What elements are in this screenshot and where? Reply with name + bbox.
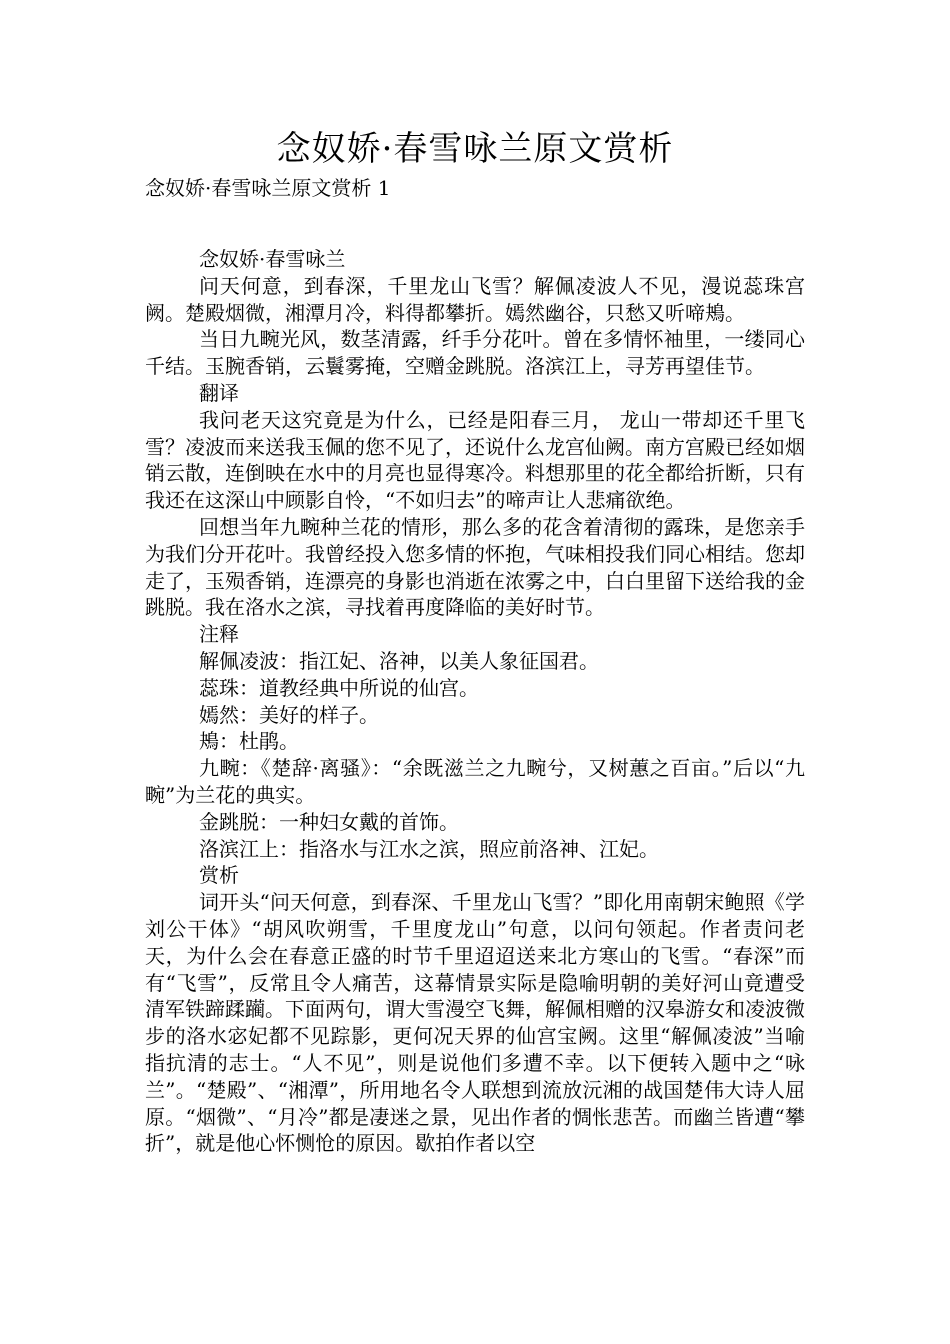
note-item: 九畹：《楚辞·离骚》：“余既滋兰之九畹兮，又树蕙之百亩。”后以“九畹”为兰花的典实。 — [145, 756, 805, 807]
poem-title: 念奴娇·春雪咏兰 — [199, 247, 346, 271]
translation-paragraph-2: 回想当年九畹种兰花的情形，那么多的花含着清彻的露珠，是您亲手为我们分开花叶。我曾经投入您多情的怀抱，气味相投我们同心相结。您却走了，玉殒香销，连漂亮的身影也消逝在浓雾之中，白白里留下送给我的金跳脱。我在洛水之滨，寻找着再度降临的美好时节。 — [145, 514, 805, 620]
translation-paragraph-1: 我问老天这究竟是为什么，已经是阳春三月， 龙山一带却还千里飞雪？凌波而来送我玉佩的您不见了，还说什么龙宫仙阙。南方宫殿已经如烟销云散，连倒映在水中的月亮也显得寒冷。料想那里的花全都给折断，只有我还在这深山中顾影自怜，“不如归去”的啼声让人悲痛欲绝。 — [145, 407, 805, 513]
note-item: 蕊珠：道教经典中所说的仙宫。 — [199, 675, 479, 700]
appreciation-paragraph: 词开头“问天何意，到春深、千里龙山飞雪？”即化用南朝宋鲍照《学刘公干体》“胡风吹朔雪，千里度龙山”句意，以问句领起。作者责问老天，为什么会在春意正盛的时节千里迢迢送来北方寒山的飞雪。“春深”而有“飞雪”，反常且令人痛苦，这幕情景实际是隐喻明朝的美好河山竟遭受清军铁蹄蹂躏。下面两句，谓大雪漫空飞舞，解佩相赠的汉皋游女和凌波微步的洛水宓妃都不见踪影，更何况天界的仙宫宝阙。这里“解佩凌波”当喻指抗清的志士。“人不见”，则是说他们多遭不幸。以下便转入题中之“咏兰”。“楚殿”、“湘潭”，所用地名令人联想到流放沅湘的战国楚伟大诗人屈原。“烟微”、“月冷”都是凄迷之景，见出作者的惆怅悲苦。而幽兰皆遭“攀折”，就是他心怀恻怆的原因。歇拍作者以空 — [145, 890, 805, 1156]
poem-stanza-2: 当日九畹光风，数茎清露，纤手分花叶。曾在多情怀袖里，一缕同心千结。玉腕香销，云鬟雾掩，空赠金跳脱。洛滨江上，寻芳再望佳节。 — [145, 327, 805, 379]
document-subtitle: 念奴娇·春雪咏兰原文赏析 1 — [145, 176, 391, 200]
note-item: 鴂：杜鹃。 — [199, 729, 299, 754]
section-heading-notes: 注释 — [199, 622, 239, 647]
note-item: 洛滨江上：指洛水与江水之滨，照应前洛神、江妃。 — [199, 836, 659, 861]
note-item: 嫣然：美好的样子。 — [199, 702, 379, 727]
section-heading-appreciation: 赏析 — [199, 863, 239, 888]
document-title: 念奴娇·春雪咏兰原文赏析 — [276, 129, 674, 169]
section-heading-translation: 翻译 — [199, 380, 239, 405]
note-item: 金跳脱：一种妇女戴的首饰。 — [199, 809, 459, 834]
note-item: 解佩凌波：指江妃、洛神，以美人象征国君。 — [199, 648, 599, 673]
document-body — [145, 246, 805, 1157]
poem-stanza-1: 问天何意，到春深，千里龙山飞雪？解佩凌波人不见，漫说蕊珠宫阙。楚殿烟微，湘潭月冷，料得都攀折。嫣然幽谷，只愁又听啼鴂。 — [145, 273, 805, 325]
